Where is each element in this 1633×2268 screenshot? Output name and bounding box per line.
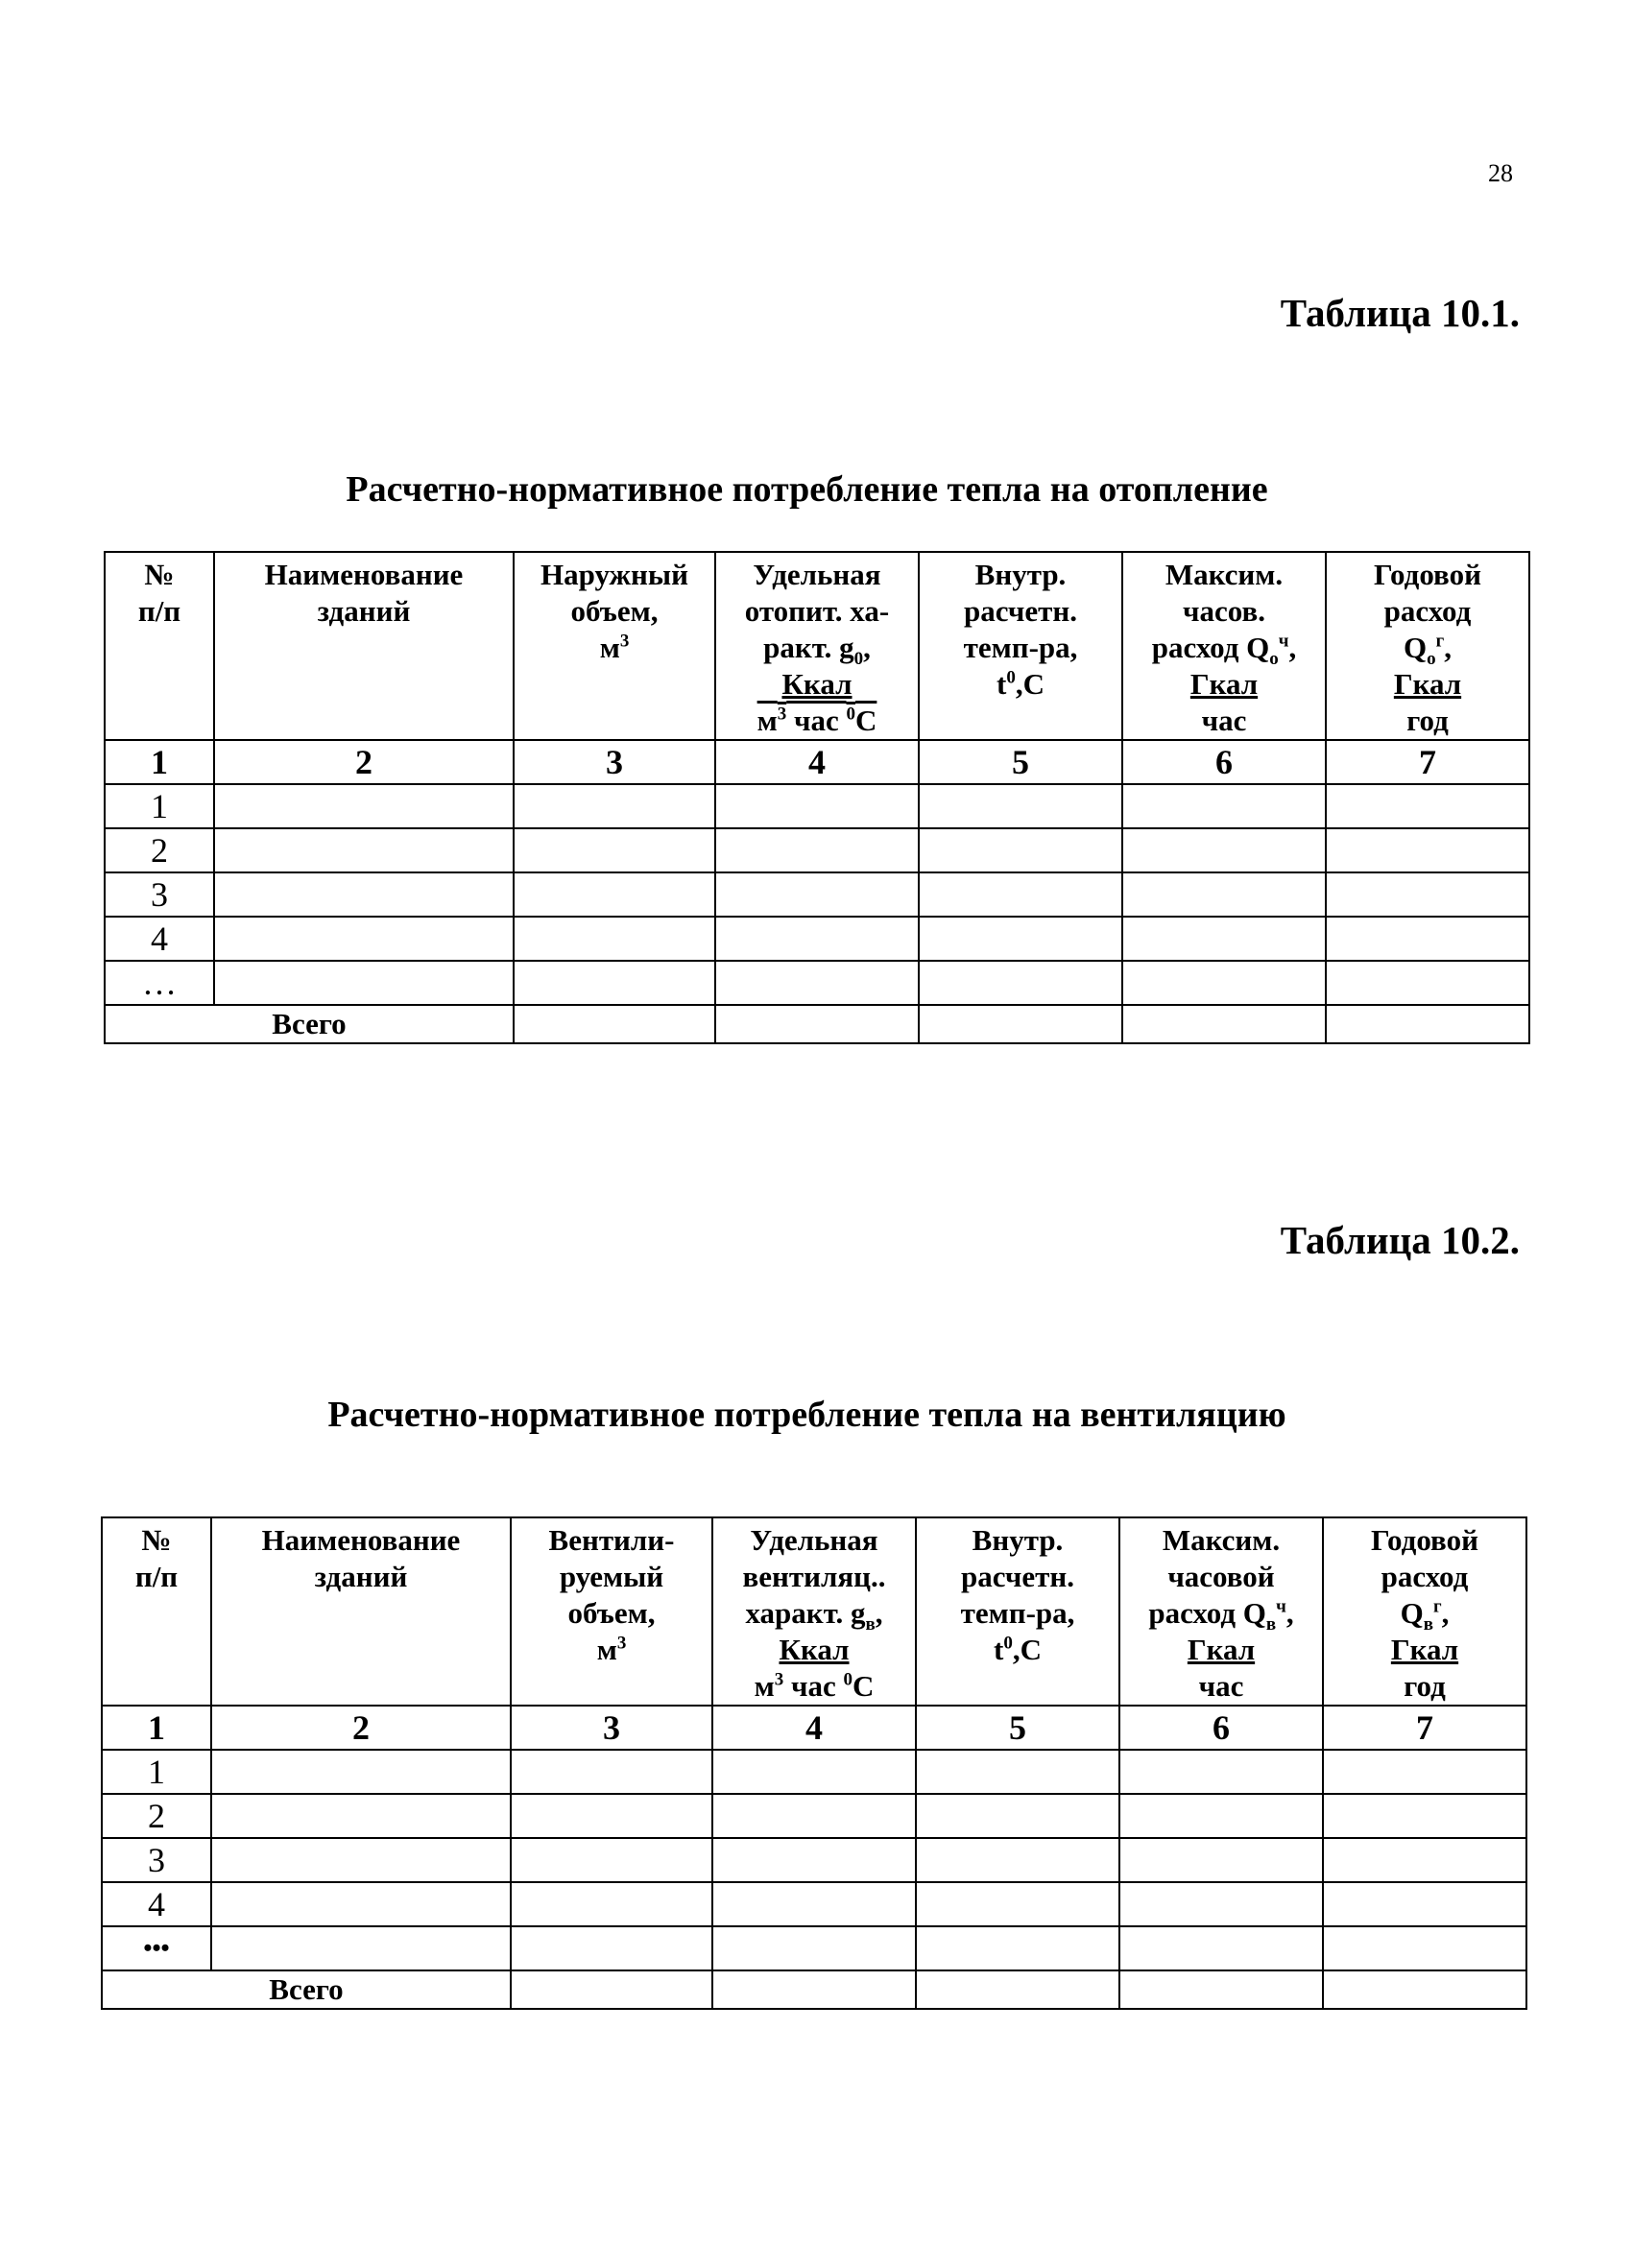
table-row — [105, 917, 1529, 961]
empty-cell — [715, 784, 919, 828]
empty-cell — [919, 1005, 1122, 1043]
empty-cell — [214, 784, 514, 828]
empty-cell — [1323, 1926, 1526, 1970]
column-number: 1 — [105, 740, 214, 784]
column-number: 6 — [1122, 740, 1326, 784]
empty-cell — [511, 1882, 712, 1926]
empty-cell — [715, 828, 919, 872]
empty-cell — [514, 828, 715, 872]
empty-cell — [919, 828, 1122, 872]
empty-cell — [214, 828, 514, 872]
empty-cell — [214, 872, 514, 917]
empty-cell — [1323, 1794, 1526, 1838]
empty-cell — [1323, 1970, 1526, 2009]
table-row — [105, 828, 1529, 872]
header-specific-characteristic: Удельная вентиляц.. характ. $g_в$, Ккал $м^3$ час $^0$С — [712, 1517, 916, 1706]
empty-cell — [1122, 1005, 1326, 1043]
empty-cell — [712, 1926, 916, 1970]
total-label: Всего — [105, 1005, 514, 1043]
row-index: 2 — [105, 828, 214, 872]
table-caption-10-1: Таблица 10.1. — [1280, 291, 1520, 335]
empty-cell — [514, 872, 715, 917]
table-row — [102, 1838, 1526, 1882]
header-inner-temperature: Внутр. расчетн. темп-ра, $t^0,С$ — [916, 1517, 1119, 1706]
empty-cell — [916, 1882, 1119, 1926]
total-row — [102, 1970, 1526, 2009]
column-number: 3 — [511, 1706, 712, 1750]
empty-cell — [1122, 917, 1326, 961]
empty-cell — [214, 961, 514, 1005]
empty-cell — [715, 872, 919, 917]
empty-cell — [916, 1970, 1119, 2009]
column-number: 1 — [102, 1706, 211, 1750]
empty-cell — [1119, 1882, 1323, 1926]
empty-cell — [1326, 784, 1529, 828]
header-specific-characteristic: Удельная отопит. ха- ракт. $g_0$, Ккал $м^3$ час $^0$С — [715, 552, 919, 740]
table-row — [102, 1750, 1526, 1794]
empty-cell — [1119, 1838, 1323, 1882]
empty-cell — [1323, 1882, 1526, 1926]
header-outer-volume: Наружный объем, $м^3$ — [514, 552, 715, 740]
empty-cell — [514, 784, 715, 828]
empty-cell — [712, 1970, 916, 2009]
column-number: 4 — [712, 1706, 916, 1750]
table-caption-10-2: Таблица 10.2. — [1280, 1218, 1520, 1262]
empty-cell — [1119, 1926, 1323, 1970]
column-number-row — [102, 1706, 1526, 1750]
empty-cell — [1119, 1970, 1323, 2009]
empty-cell — [1326, 1005, 1529, 1043]
empty-cell — [211, 1926, 511, 1970]
header-index: № п/п — [102, 1517, 211, 1706]
empty-cell — [1323, 1838, 1526, 1882]
empty-cell — [712, 1882, 916, 1926]
empty-cell — [214, 917, 514, 961]
column-number: 2 — [211, 1706, 511, 1750]
empty-cell — [916, 1794, 1119, 1838]
header-inner-temperature: Внутр. расчетн. темп-ра, $t^0,С$ — [919, 552, 1122, 740]
table-row — [102, 1794, 1526, 1838]
column-number: 3 — [514, 740, 715, 784]
empty-cell — [1122, 828, 1326, 872]
empty-cell — [211, 1882, 511, 1926]
empty-cell — [916, 1926, 1119, 1970]
heating-table — [104, 551, 1530, 1044]
empty-cell — [919, 917, 1122, 961]
column-number-row — [105, 740, 1529, 784]
empty-cell — [511, 1838, 712, 1882]
empty-cell — [1323, 1750, 1526, 1794]
header-row — [105, 552, 1529, 740]
empty-cell — [712, 1838, 916, 1882]
table-row — [105, 872, 1529, 917]
empty-cell — [514, 1005, 715, 1043]
column-number: 2 — [214, 740, 514, 784]
total-label: Всего — [102, 1970, 511, 2009]
table-title-10-1: Расчетно-нормативное потребление тепла на отопление — [346, 469, 1268, 510]
empty-cell — [715, 1005, 919, 1043]
column-number: 5 — [916, 1706, 1119, 1750]
empty-cell — [1326, 961, 1529, 1005]
empty-cell — [712, 1794, 916, 1838]
header-ventilated-volume: Вентили- руемый объем, $м^3$ — [511, 1517, 712, 1706]
column-number: 6 — [1119, 1706, 1323, 1750]
row-index: ••• — [102, 1926, 211, 1970]
empty-cell — [1326, 828, 1529, 872]
empty-cell — [916, 1838, 1119, 1882]
empty-cell — [919, 872, 1122, 917]
empty-cell — [1326, 917, 1529, 961]
empty-cell — [211, 1838, 511, 1882]
column-number: 7 — [1323, 1706, 1526, 1750]
empty-cell — [1122, 784, 1326, 828]
row-index: 4 — [102, 1882, 211, 1926]
header-annual-consumption: Годовой расход $Q_о^г$, Гкал год — [1326, 552, 1529, 740]
empty-cell — [1122, 961, 1326, 1005]
table-row — [105, 961, 1529, 1005]
empty-cell — [919, 784, 1122, 828]
row-index: 3 — [102, 1838, 211, 1882]
header-row — [102, 1517, 1526, 1706]
column-number: 4 — [715, 740, 919, 784]
header-building-name: Наименование зданий — [211, 1517, 511, 1706]
column-number: 7 — [1326, 740, 1529, 784]
empty-cell — [919, 961, 1122, 1005]
header-building-name: Наименование зданий — [214, 552, 514, 740]
empty-cell — [1326, 872, 1529, 917]
row-index: 4 — [105, 917, 214, 961]
table-row — [102, 1926, 1526, 1970]
ventilation-table — [101, 1516, 1527, 2010]
empty-cell — [712, 1750, 916, 1794]
column-number: 5 — [919, 740, 1122, 784]
empty-cell — [514, 917, 715, 961]
row-index: 2 — [102, 1794, 211, 1838]
page-number: 28 — [1488, 159, 1513, 187]
table-title-10-2: Расчетно-нормативное потребление тепла на вентиляцию — [327, 1395, 1286, 1435]
row-index: 1 — [105, 784, 214, 828]
empty-cell — [211, 1794, 511, 1838]
row-index: … — [105, 961, 214, 1005]
header-max-hourly-consumption: Максим. часов. расход $Q_о^ч$, Гкал час — [1122, 552, 1326, 740]
empty-cell — [511, 1794, 712, 1838]
empty-cell — [916, 1750, 1119, 1794]
header-max-hourly-consumption: Максим. часовой расход $Q_в^ч$, Гкал час — [1119, 1517, 1323, 1706]
empty-cell — [715, 917, 919, 961]
header-index: № п/п — [105, 552, 214, 740]
header-annual-consumption: Годовой расход $Q_в^г$, Гкал год — [1323, 1517, 1526, 1706]
table-row — [102, 1882, 1526, 1926]
row-index: 1 — [102, 1750, 211, 1794]
empty-cell — [511, 1750, 712, 1794]
empty-cell — [211, 1750, 511, 1794]
empty-cell — [715, 961, 919, 1005]
empty-cell — [511, 1926, 712, 1970]
empty-cell — [511, 1970, 712, 2009]
empty-cell — [1119, 1750, 1323, 1794]
empty-cell — [1119, 1794, 1323, 1838]
total-row — [105, 1005, 1529, 1043]
table-row — [105, 784, 1529, 828]
empty-cell — [1122, 872, 1326, 917]
row-index: 3 — [105, 872, 214, 917]
empty-cell — [514, 961, 715, 1005]
